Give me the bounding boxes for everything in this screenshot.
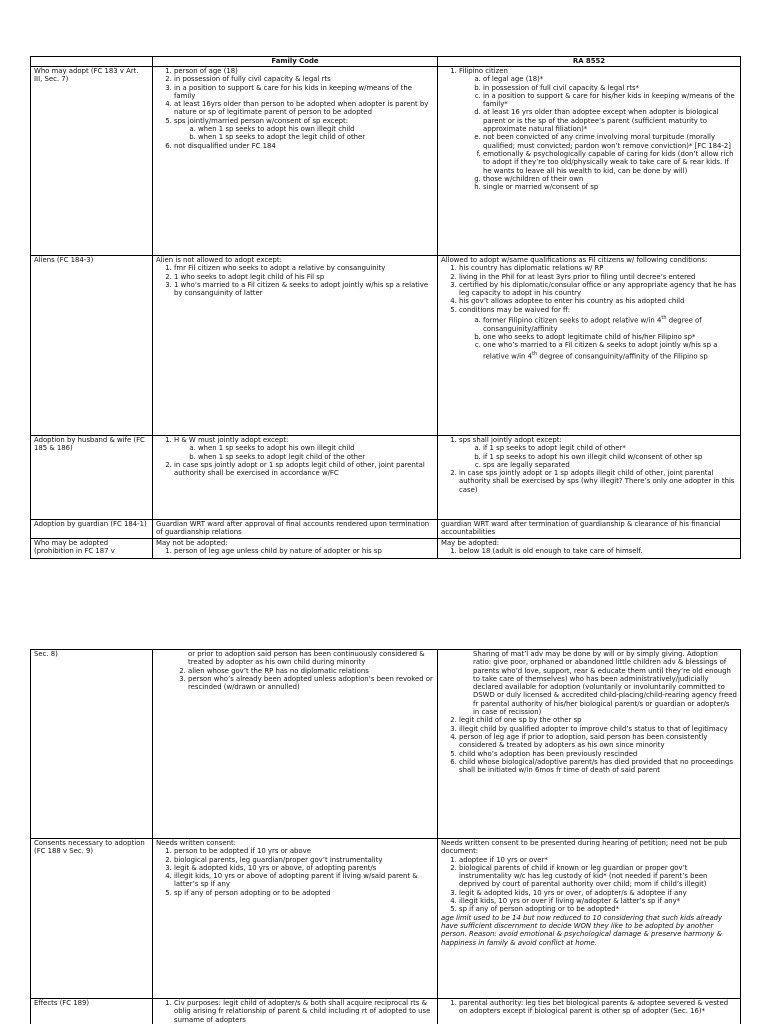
continued-text: Sharing of mat’l adv may be done by will or by simply giving. Adoption ratio: give poor, orphaned or abandoned little children adv & blessings of parents who’d love, support, rear & educate them until they’re old enough to take care of themselves) who has been administratively/judicially declared available for adoption (voluntarily or involuntarily committed to DSWD or duly licensed & accredited child-placing/child-rearing agency freed fr parental authority of his/her biological parent/s or guardian or adopter/s in case of recission) (473, 650, 737, 717)
sub-list-item: c. in a position to support & care for his/her kids in keeping w/means of the family* (483, 92, 737, 109)
list-item (174, 436, 434, 461)
list-item: 2. 1 who seeks to adopt legit child of his Fil sp (174, 273, 434, 281)
continued-text: or prior to adoption said person has been continuously considered & treated by adopter as his own child during minority (188, 650, 425, 667)
list-item: 4. illegit kids, 10 yrs or above of adopting parent if living w/said parent & latter’s sp if any (174, 872, 434, 889)
list-item: 3. in a position to support & care for his kids in keeping w/means of the family (174, 84, 434, 101)
list-item: 2. alien whose gov’t the RP has no diplomatic relations (188, 667, 434, 675)
list-item-text: sps shall jointly adopt except: (459, 436, 562, 444)
list-item: 5. sp if any of person adopting or to be adopted (174, 889, 434, 897)
list-item: 3. certified by his diplomatic/consular office or any appropriate agency that he has leg capacity to adopt in his country (459, 281, 737, 298)
table-row (31, 256, 741, 436)
list-item: 6. child whose biological/adoptive parent/s has died provided that no proceedings shall be initiated w/in 6mos fr time of death of said parent (459, 758, 737, 775)
list-item: 4. person of leg age if prior to adoption, said person has been consistently considered & treated by adopters as his own since minority (459, 733, 737, 750)
row-label: Effects (FC 189) (31, 999, 153, 1024)
sub-list-item: d. at least 16 yrs older than adoptee except when adopter is biological parent or is the sp of the adoptee’s parent (sufficient maturity to approximate natural filiation)* (483, 108, 737, 133)
cell-intro: May be adopted: (441, 539, 500, 547)
list-item: 1. person of age (18) (174, 67, 434, 75)
family-code-cell (153, 436, 438, 520)
row-label: Who may adopt (FC 183 v Art. III, Sec. 7) (31, 67, 153, 256)
superscript: th (661, 315, 667, 322)
list-item-text: H & W must jointly adopt except: (174, 436, 289, 444)
list-item: 1. person of leg age unless child by nature of adopter or his sp (174, 547, 434, 555)
ra-8552-cell (438, 436, 741, 520)
cell-intro: Alien is not allowed to adopt except: (156, 256, 282, 264)
sub-list-item (483, 341, 737, 360)
row-label: Sec. 8) (31, 650, 153, 839)
list-item: 2. biological parents of child if known or leg guardian or proper gov’t instrumentality w/c has leg custody of kid* (not needed if parent’s been deprived by court of parental authority over child; mom if child’s illegit) (459, 864, 737, 889)
row-label: Aliens (FC 184-3) (31, 256, 153, 436)
family-code-cell (153, 839, 438, 999)
list-item: 1. below 18 (adult is old enough to take care of himself. (459, 547, 737, 555)
cell-intro: May not be adopted: (156, 539, 228, 547)
sub-list-item: b. when 1 sp seeks to adopt legit child of the other (198, 453, 434, 461)
sub-list-item: a. if 1 sp seeks to adopt legit child of other* (483, 444, 737, 452)
family-code-cell (153, 256, 438, 436)
list-item-text: sps jointly/married person w/consent of sp except: (174, 116, 349, 125)
ra-8552-cell (438, 256, 741, 436)
list-item: 3. 1 who’s married to a Fil citizen & seeks to adopt jointly w/his sp a relative by consanguinity of latter (174, 281, 434, 298)
list-item: 2. biological parents, leg guardian/proper gov’t instrumentality (174, 856, 434, 864)
list-item: 4. his gov’t allows adoptee to enter his country as his adopted child (459, 297, 737, 305)
table-row (31, 999, 741, 1024)
list-item: 6. not disqualified under FC 184 (174, 142, 434, 150)
row-label: Adoption by guardian (FC 184-1) (31, 520, 153, 539)
comparison-table-continued (30, 649, 741, 1024)
row-label: Adoption by husband & wife (FC 185 & 186) (31, 436, 153, 520)
header-blank (31, 57, 153, 67)
row-label: Consents necessary to adoption (FC 188 v Sec. 9) (31, 839, 153, 999)
sub-list-item: f. emotionally & psychologically capable of caring for kids (don’t allow rich to adopt if they’re too old/physically weak to take care of & rear kids. If he wants to leave all his wealth to kid, can be done by will) (483, 150, 737, 175)
table-row (31, 839, 741, 999)
list-item: 1. fmr Fil citizen who seeks to adopt a relative by consanguinity (174, 264, 434, 272)
list-item: 1. Civ purposes: legit child of adopter/s & both shall acquire reciprocal rts & oblig arising fr relationship of parent & child including rt of adopted to use surname of adopters (174, 999, 434, 1024)
list-item: 2. in possession of fully civil capacity & legal rts (174, 75, 434, 83)
ra-8552-cell (438, 539, 741, 559)
header-family-code: Family Code (153, 57, 438, 67)
list-item-text: conditions may be waived for ff: (459, 305, 571, 314)
list-item-text: Filipino citizen (459, 67, 508, 75)
cell-intro: Allowed to adopt w/same qualifications as Fil citizens w/ following conditions: (441, 256, 708, 264)
list-item (459, 436, 737, 469)
comparison-table (30, 56, 741, 559)
table-row (31, 520, 741, 539)
superscript: th (532, 350, 538, 357)
list-item (174, 117, 434, 142)
list-item: 1. adoptee if 10 yrs or over* (459, 856, 737, 864)
row-label: Who may be adopted (prohibition in FC 187 v (31, 539, 153, 559)
list-item: 3. illegit child by qualified adopter to improve child’s status to that of legitimacy (459, 725, 737, 733)
table-header-row (31, 57, 741, 67)
sub-list-item: b. if 1 sp seeks to adopt his own illegit child w/consent of other sp (483, 453, 737, 461)
table-row (31, 67, 741, 256)
sub-item-text: former Filipino citizen seeks to adopt relative w/in 4 (483, 316, 662, 325)
ra-8552-cell (438, 999, 741, 1024)
sub-list-item: g. those w/children of their own (483, 175, 737, 183)
list-item: 1. person to be adopted if 10 yrs or above (174, 847, 434, 855)
list-item: 4. illegit kids, 10 yrs or over if living w/adopter & latter’s sp if any* (459, 897, 737, 905)
list-item: 4. at least 16yrs older than person to be adopted when adopter is parent by nature or sp of legitimate parent of person to be adopted (174, 100, 434, 117)
sub-list-item: a. of legal age (18)* (483, 75, 737, 83)
ra-8552-cell (438, 650, 741, 839)
sub-list-item: b. when 1 sp seeks to adopt the legit child of other (198, 133, 434, 141)
sub-item-text: one who’s married to a Fil citizen & seeks to adopt jointly w/his sp a relative w/in 4 (483, 341, 718, 360)
sub-list-item: b. in possession of full civil capacity & legal rts* (483, 84, 737, 92)
family-code-cell (153, 539, 438, 559)
sub-item-text: degree of consanguinity/affinity (483, 316, 702, 333)
table-row (31, 650, 741, 839)
list-item: 2. legit child of one sp by the other sp (459, 716, 737, 724)
list-item (459, 67, 737, 191)
list-item: 3. legit & adopted kids, 10 yrs or over, of adopter/s & adoptee if any (459, 889, 737, 897)
italic-note: age limit used to be 14 but now reduced to 10 considering that such kids already have sufficient discernment to decide WON they like to be adopted by another person. Reason: avoid emotional & psychological damage & preserve harmony & happiness in family & avoid conflict at home. (441, 913, 723, 947)
family-code-cell (153, 67, 438, 256)
list-item: 5. child who’s adoption has been previously rescinded (459, 750, 737, 758)
sub-list-item: e. not been convicted of any crime involving moral turpitude (morally qualified; must convicted; pardon won’t remove conviction)* [FC 184-2] (483, 133, 737, 150)
list-item: 1. parental authority: leg ties bet biological parents & adoptee severed & vested on adopters except if biological parent is other sp of adopter (Sec. 16)* (459, 999, 737, 1016)
family-code-cell (153, 650, 438, 839)
list-item: 2. in case sps jointly adopt or 1 sp adopts legit child of other, joint parental authority shall be exercised in accordance w/FC (174, 461, 434, 478)
list-item: 1. his country has diplomatic relations w/ RP (459, 264, 737, 272)
cell-intro: Needs written consent: (156, 839, 236, 847)
sub-list-item: c. sps are legally separated (483, 461, 737, 469)
sub-list-item: a. when 1 sp seeks to adopt his own illegit child (198, 444, 434, 452)
list-item: 3. legit & adopted kids, 10 yrs or above, of adopting parent/s (174, 864, 434, 872)
cell-intro: Needs written consent to be presented during hearing of petition; need not be pub document: (441, 839, 728, 856)
ra-8552-cell: guardian WRT ward after termination of guardianship & clearance of his financial accountabilities (438, 520, 741, 539)
list-item: 3. person who’s already been adopted unless adoption’s been revoked or rescinded (w/drawn or annulled) (188, 675, 434, 692)
sub-list-item: h. single or married w/consent of sp (483, 183, 737, 191)
ra-8552-cell (438, 67, 741, 256)
table-row (31, 539, 741, 559)
sub-list-item: b. one who seeks to adopt legitimate child of his/her Filipino sp* (483, 333, 737, 341)
page-2 (0, 640, 768, 1024)
list-item: 5. sp if any of person adopting or to be adopted* (459, 905, 737, 913)
list-item: 2. living in the Phil for at least 3yrs prior to filing until decree’s entered (459, 273, 737, 281)
sub-list-item (483, 314, 737, 333)
header-ra-8552: RA 8552 (438, 57, 741, 67)
list-item: 2. in case sps jointly adopt or 1 sp adopts illegit child of other, joint parental authority shall be exercised by sps (why illegit? There’s only one adopter in this case) (459, 469, 737, 494)
sub-list-item: a. when 1 sp seeks to adopt his own illegit child (198, 125, 434, 133)
table-row (31, 436, 741, 520)
list-item (459, 306, 737, 360)
sub-item-text: degree of consanguinity/affinity of the Filipino sp (537, 351, 708, 360)
family-code-cell (153, 999, 438, 1024)
family-code-cell: Guardian WRT ward after approval of final accounts rendered upon termination of guardianship relations (153, 520, 438, 539)
ra-8552-cell (438, 839, 741, 999)
